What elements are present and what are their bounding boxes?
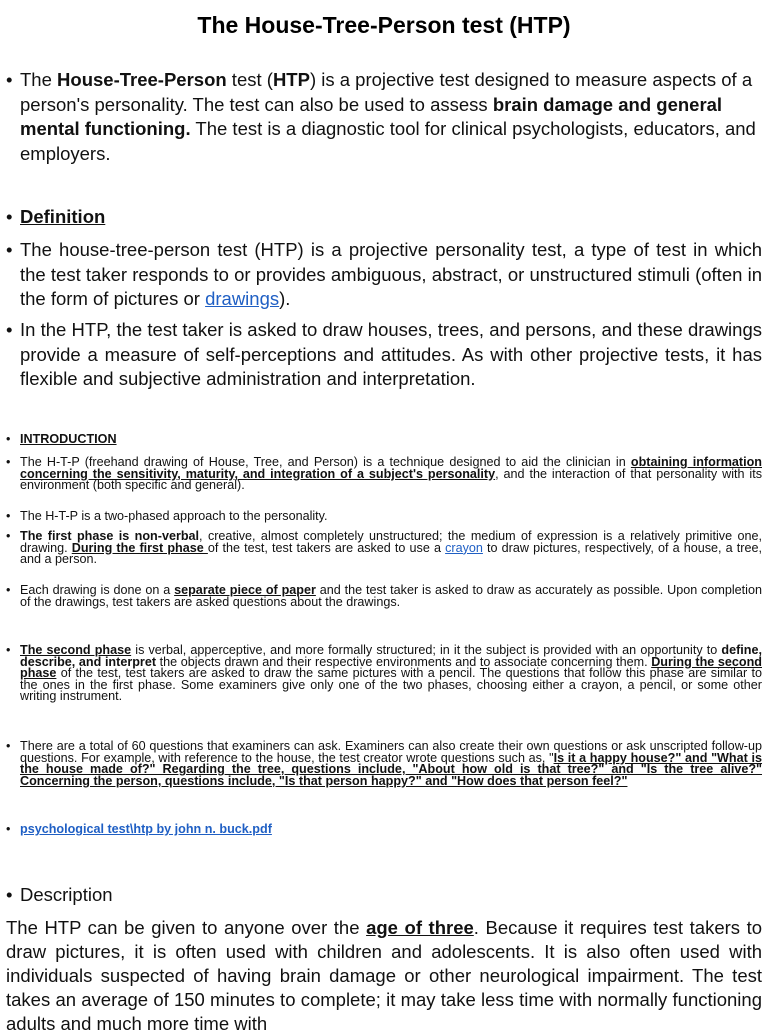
introduction-item: • The first phase is non-verbal, creative, almost completely unstructured; the medium of expression is a relatively primitive one, drawing. During the first phase of the test, test takers are asked to use a crayon to draw pictures, respectively, of a house, a tree, and a person. bbox=[6, 529, 762, 567]
definition-heading: • Definition bbox=[6, 205, 762, 230]
introduction-item: • There are a total of 60 questions that examiners can ask. Examiners can also create their own questions or ask unscripted follow-up questions. For example, with reference to the house, the test creator wrote questions such as, "Is it a happy house?" and "What is the house made of?" Regarding the tree, questions include, "About how old is that tree?" and "Is the tree alive?" Concerning the person, questions include, "Is that person happy?" and "How does that person feel?" bbox=[6, 739, 763, 788]
bullet-dot: • bbox=[6, 206, 13, 227]
description-paragraph: The HTP can be given to anyone over the age of three. Because it requires test takers to draw pictures, it is often used with children and adolescents. It is also often used with individuals suspected of having brain damage or other neurological impairment. The test takes an average of 150 minutes to complete; it may take less time with normally functioning adults and much more time with bbox=[6, 917, 763, 1034]
definition-item: • The house-tree-person test (HTP) is a projective personality test, a type of test in which the test taker responds to or provides ambiguous, abstract, or unstructured stimuli (often in the form of pictures or drawings). bbox=[6, 239, 762, 309]
description-heading: • Description bbox=[6, 883, 762, 908]
bullet-dot: • bbox=[6, 822, 11, 836]
bullet-dot: • bbox=[6, 432, 11, 446]
introduction-item: • The second phase is verbal, apperceptive, and more formally structured; in it the subject is provided with an opportunity to define, describe, and interpret the objects drawn and their respective environments and to associate concerning them. During the second phase of the test, test takers are asked to draw the same pictures with a pencil. The questions that follow this phase are similar to the ones in the first phase. Some examiners give only one of the two phases, choosing either a crayon, a pencil, or some other writing instrument. bbox=[6, 643, 762, 704]
intro-text: The House-Tree-Person test (HTP) is a projective test designed to measure aspects of a person's personality. The test can also be used to assess brain damage and general mental functioning. The test is a diagnostic tool for clinical psychologists, educators, and employers. bbox=[20, 69, 756, 164]
bullet-dot: • bbox=[6, 319, 13, 340]
introduction-item: • The H-T-P is a two-phased approach to the personality. bbox=[6, 509, 328, 523]
bullet-dot: • bbox=[6, 884, 13, 905]
definition-item: • In the HTP, the test taker is asked to draw houses, trees, and persons, and these drawings provide a measure of self-perceptions and attitudes. As with other projective tests, it has flexible and subjective administration and interpretation. bbox=[6, 319, 762, 389]
introduction-item: • The H-T-P (freehand drawing of House, Tree, and Person) is a technique designed to aid the clinician in obtaining information concerning the sensitivity, maturity, and integration of a subject's personality, and the interaction of that personality with its environment (both specific and general). bbox=[6, 455, 763, 493]
bullet-dot: • bbox=[6, 643, 11, 657]
introduction-item bbox=[6, 823, 762, 836]
bullet-dot: • bbox=[6, 509, 11, 523]
bullet-dot: • bbox=[6, 583, 11, 597]
bullet-dot: • bbox=[6, 239, 13, 260]
bullet-dot: • bbox=[6, 739, 11, 753]
introduction-heading: • INTRODUCTION bbox=[6, 432, 117, 446]
intro-bullet bbox=[6, 68, 762, 166]
bullet-dot: • bbox=[6, 529, 11, 543]
introduction-item: • Each drawing is done on a separate piece of paper and the test taker is asked to draw as accurately as possible. Upon completion of the drawings, test takers are asked questions about the drawings. bbox=[6, 583, 762, 609]
bullet-dot: • bbox=[6, 455, 11, 469]
page-title: The House-Tree-Person test (HTP) bbox=[197, 12, 571, 38]
drawings-link[interactable]: drawings bbox=[205, 288, 280, 309]
bullet-dot: • bbox=[6, 69, 13, 90]
crayon-link[interactable]: crayon bbox=[445, 540, 483, 555]
pdf-link[interactable]: psychological test\htp by john n. buck.pdf bbox=[20, 822, 272, 836]
